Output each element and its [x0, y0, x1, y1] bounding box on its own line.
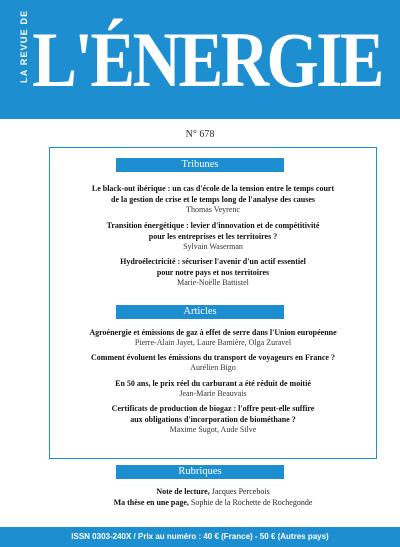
article-item-4[interactable] [49, 403, 377, 435]
tribune-title-1b: de la gestion de crise et le temps long de l'analyse des causes [111, 195, 315, 204]
issue-number: N° 678 [185, 129, 215, 140]
masthead-title: L'ÉNERGIE [32, 16, 382, 103]
article-author-2: Aurélien Bigo [190, 363, 236, 372]
article-author-1: Pierre-Alain Jayet, Laure Bamière, Olga Zuravel [134, 338, 292, 347]
article-item-3[interactable] [49, 378, 377, 399]
tribune-title-1a: Le black-out ibérique : un cas d'école de la tension entre le temps court [91, 184, 335, 193]
tribune-item-2[interactable] [49, 220, 377, 252]
article-title-4a: Certificats de production de biogaz : l'offre peut-elle suffire [111, 404, 315, 413]
masthead-kicker: LA REVUE DE [19, 9, 29, 83]
article-title-3: En 50 ans, le prix réel du carburant a été réduit de moitié [115, 379, 311, 388]
section-heading-articles: Articles [116, 305, 284, 319]
tribune-item-1[interactable] [49, 183, 377, 215]
tribune-item-3[interactable] [49, 256, 377, 288]
tribune-title-3a: Hydroélectricité : sécuriser l'avenir d'un actif essentiel [120, 257, 306, 266]
tribune-author-1: Thomas Veyrenc [186, 205, 240, 214]
section-heading-tribunes: Tribunes [116, 158, 284, 172]
tribune-author-3: Marie-Noëlle Battistel [177, 278, 249, 287]
article-item-2[interactable] [49, 352, 377, 373]
rubrique-item-2[interactable] [49, 497, 377, 508]
tribune-title-2b: pour les entreprises et les territoires ? [148, 232, 278, 241]
article-title-2: Comment évoluent les émissions du transport de voyageurs en France ? [91, 353, 335, 362]
tribune-title-2a: Transition énergétique : levier d'innovation et de compétitivité [106, 221, 320, 230]
rubrique-author-2: Sophie de la Rochette de Rochegonde [190, 498, 313, 507]
article-item-1[interactable] [49, 327, 377, 348]
article-author-3: Jean-Marie Beauvais [179, 389, 247, 398]
article-author-4: Maxime Sugot, Aude Silve [169, 425, 257, 434]
section-heading-rubriques: Rubriques [116, 465, 284, 479]
tribune-title-3b: pour notre pays et nos territoires [156, 268, 270, 277]
masthead-band [0, 0, 400, 119]
article-title-1: Agroénergie et émissions de gaz à effet de serre dans l'Union européenne [89, 328, 337, 337]
footer-band: ISSN 0303-240X / Prix au numéro : 40 € (France) - 50 € (Autres pays) [0, 527, 400, 547]
rubrique-author-1: Jacques Percebois [211, 487, 270, 496]
rubrique-label-2: Ma thèse en une page, [113, 498, 189, 507]
article-title-4b: aux obligations d'incorporation de biométhane ? [130, 415, 296, 424]
tribune-author-2: Sylvain Waserman [183, 242, 243, 251]
rubrique-label-1: Note de lecture, [156, 487, 210, 496]
rubrique-item-1[interactable] [49, 486, 377, 497]
